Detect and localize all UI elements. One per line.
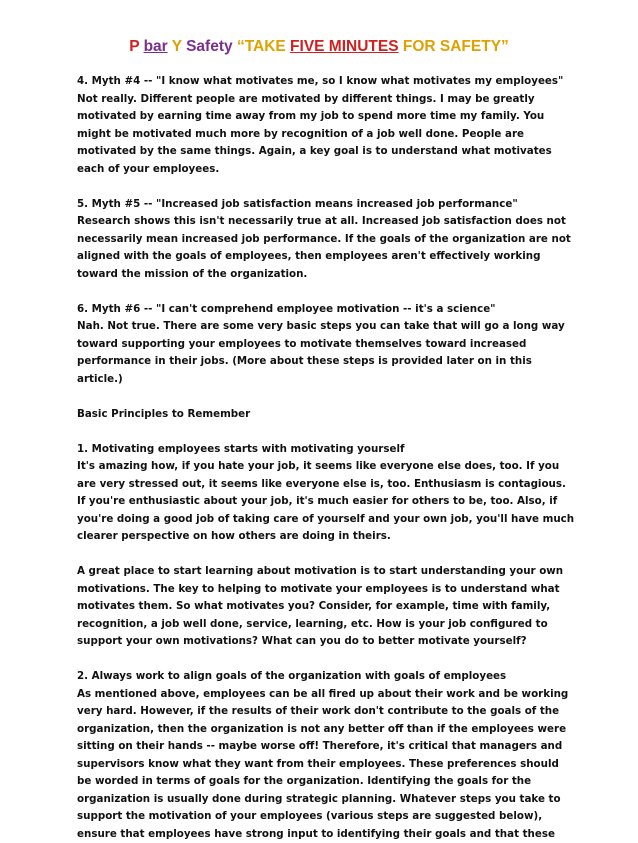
header-safety: Safety [186, 38, 233, 55]
text-line: toward supporting your employees to motivate themselves toward increased [77, 336, 563, 354]
text-line: 5. Myth #5 -- "Increased job satisfaction means increased job performance" [77, 196, 563, 214]
text-line: very hard. However, if the results of their work don't contribute to the goals of the [77, 703, 563, 721]
paragraph [77, 668, 563, 843]
text-line: aligned with the goals of employees, then employees aren't effectively working [77, 248, 563, 266]
text-line: It's amazing how, if you hate your job, it seems like everyone else does, too. If you [77, 458, 563, 476]
text-line: 4. Myth #4 -- "I know what motivates me, so I know what motivates my employees" [77, 73, 563, 91]
text-line: support the motivation of your employees (various steps are suggested below), [77, 808, 563, 826]
text-line: ensure that employees have strong input to identifying their goals and that these [77, 826, 563, 843]
text-line: organization, then the organization is not any better off than if the employees were [77, 721, 563, 739]
text-line: might be motivated much more by recognition of a job well done. People are [77, 126, 563, 144]
text-line: 6. Myth #6 -- "I can't comprehend employee motivation -- it's a science" [77, 301, 563, 319]
text-line: Basic Principles to Remember [77, 406, 563, 424]
text-line: are very stressed out, it seems like everyone else is, too. Enthusiasm is contagious. [77, 476, 563, 494]
page-header [0, 38, 638, 56]
text-line: each of your employees. [77, 161, 563, 179]
header-y: Y [172, 38, 182, 55]
text-line: motivations. The key to helping to motivate your employees is to understand what [77, 581, 563, 599]
paragraph [77, 73, 563, 178]
header-five-minutes: FIVE MINUTES [290, 38, 399, 55]
header-for-safety: FOR SAFETY” [399, 38, 509, 55]
text-line: recognition, a job well done, service, learning, etc. How is your job configured to [77, 616, 563, 634]
text-line: performance in their jobs. (More about these steps is provided later on in this [77, 353, 563, 371]
paragraph [77, 441, 563, 546]
text-line: sitting on their hands -- maybe worse off! Therefore, it's critical that managers and [77, 738, 563, 756]
text-line: toward the mission of the organization. [77, 266, 563, 284]
text-line: be worded in terms of goals for the organization. Identifying the goals for the [77, 773, 563, 791]
text-line: support your own motivations? What can you do to better motivate yourself? [77, 633, 563, 651]
text-line: motivated by earning time away from my job to spend more time my family. You [77, 108, 563, 126]
text-line: 2. Always work to align goals of the organization with goals of employees [77, 668, 563, 686]
document-body [77, 73, 563, 843]
text-line: clearer perspective on how others are doing in theirs. [77, 528, 563, 546]
text-line: As mentioned above, employees can be all fired up about their work and be working [77, 686, 563, 704]
text-line: Nah. Not true. There are some very basic steps you can take that will go a long way [77, 318, 563, 336]
paragraph [77, 196, 563, 284]
header-bar: bar [144, 38, 168, 55]
paragraph [77, 563, 563, 651]
text-line: organization is usually done during strategic planning. Whatever steps you take to [77, 791, 563, 809]
text-line: Research shows this isn't necessarily true at all. Increased job satisfaction does not [77, 213, 563, 231]
text-line: supervisors know what they want from their employees. These preferences should [77, 756, 563, 774]
header-p: P [129, 38, 139, 55]
paragraph [77, 301, 563, 389]
text-line: If you're enthusiastic about your job, it's much easier for others to be, too. Also, if [77, 493, 563, 511]
header-take: “TAKE [237, 38, 290, 55]
text-line: article.) [77, 371, 563, 389]
paragraph [77, 406, 563, 424]
text-line: 1. Motivating employees starts with motivating yourself [77, 441, 563, 459]
text-line: A great place to start learning about motivation is to start understanding your own [77, 563, 563, 581]
text-line: necessarily mean increased job performance. If the goals of the organization are not [77, 231, 563, 249]
text-line: motivated by the same things. Again, a key goal is to understand what motivates [77, 143, 563, 161]
text-line: you're doing a good job of taking care of yourself and your own job, you'll have much [77, 511, 563, 529]
text-line: motivates them. So what motivates you? Consider, for example, time with family, [77, 598, 563, 616]
text-line: Not really. Different people are motivated by different things. I may be greatly [77, 91, 563, 109]
